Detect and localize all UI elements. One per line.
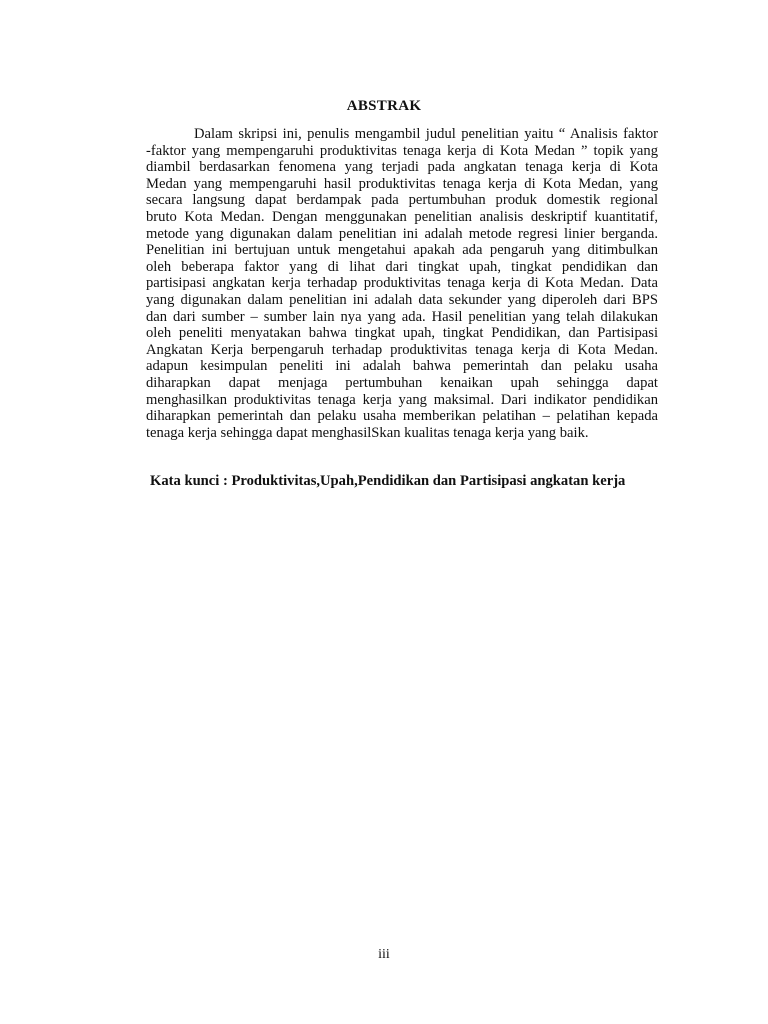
abstract-line: diharapkan dapat menjaga pertumbuhan kenaikan upah sehingga dapat [146, 374, 658, 391]
abstract-line: diharapkan pemerintah dan pelaku usaha memberikan pelatihan – pelatihan kepada [146, 408, 658, 425]
abstract-line: bruto Kota Medan. Dengan menggunakan penelitian analisis deskriptif kuantitatif, [146, 208, 658, 225]
abstract-line: yang digunakan dalam penelitian ini adalah data sekunder yang diperoleh dari BPS [146, 291, 658, 308]
abstract-line: partisipasi angkatan kerja terhadap produktivitas tenaga kerja di Kota Medan. Data [146, 275, 658, 292]
abstract-line: dan dari sumber – sumber lain nya yang ada. Hasil penelitian yang telah dilakukan [146, 308, 658, 325]
abstract-line: menghasilkan produktivitas tenaga kerja yang maksimal. Dari indikator pendidikan [146, 391, 658, 408]
abstract-line: tenaga kerja sehingga dapat menghasilSkan kualitas tenaga kerja yang baik. [146, 424, 589, 441]
abstract-line: oleh peneliti menyatakan bahwa tingkat upah, tingkat Pendidikan, dan Partisipasi [146, 325, 658, 342]
abstract-line: -faktor yang mempengaruhi produktivitas tenaga kerja di Kota Medan ” topik yang [146, 142, 658, 159]
abstract-line: oleh beberapa faktor yang di lihat dari tingkat upah, tingkat pendidikan dan [146, 258, 658, 275]
abstract-title: ABSTRAK [346, 98, 422, 114]
keywords: Kata kunci : Produktivitas,Upah,Pendidikan dan Partisipasi angkatan kerja [150, 473, 626, 489]
abstract-line: metode yang digunakan dalam penelitian ini adalah metode regresi linier berganda. [146, 225, 658, 242]
abstract-body [146, 126, 658, 441]
abstract-line: Dalam skripsi ini, penulis mengambil judul penelitian yaitu “ Analisis faktor [194, 126, 658, 142]
abstract-line: diambil berdasarkan fenomena yang terjadi pada angkatan tenaga kerja di Kota [146, 159, 658, 176]
abstract-line: Medan yang mempengaruhi hasil produktivitas tenaga kerja di Kota Medan, yang [146, 175, 658, 192]
abstract-line: Penelitian ini bertujuan untuk mengetahui apakah ada pengaruh yang ditimbulkan [146, 242, 658, 259]
page-number: iii [378, 947, 390, 962]
abstract-line: Angkatan Kerja berpengaruh terhadap produktivitas tenaga kerja di Kota Medan. [146, 341, 658, 358]
abstract-line: adapun kesimpulan peneliti ini adalah bahwa pemerintah dan pelaku usaha [146, 358, 658, 375]
abstract-line: secara langsung dapat berdampak pada pertumbuhan produk domestik regional [146, 192, 658, 209]
